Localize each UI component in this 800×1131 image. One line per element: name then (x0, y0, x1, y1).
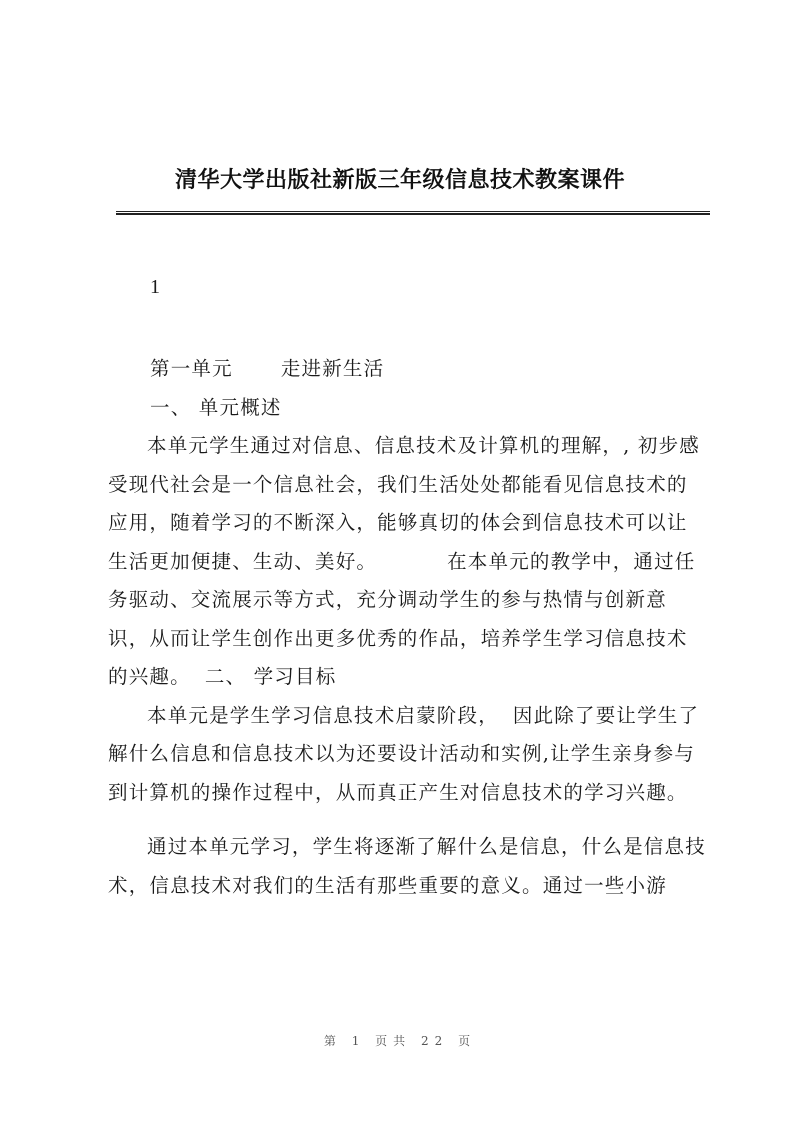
unit-heading (108, 350, 708, 389)
overview-paragraph (108, 427, 708, 697)
document-body (108, 350, 708, 905)
unit-label: 第一单元 (150, 357, 233, 380)
goals-heading: 二、 学习目标 (204, 665, 337, 688)
unit-name: 走进新生活 (280, 357, 385, 380)
section-number: 1 (150, 276, 160, 298)
title-divider (116, 211, 710, 215)
overview-heading: 一、 单元概述 (150, 395, 282, 419)
page-footer: 第 1 页共 22 页 (323, 1034, 477, 1048)
overview-text-part1: 本单元学生通过对信息、信息技术及计算机的理解，, 初步感受现代社会是一个信息社会，我们生活处处都能看见信息技术的应用，随着学习的不断深入，能够真切的体会到信息技术可以让生活更加便捷、生动、美好。 (108, 434, 700, 573)
goals-paragraph (108, 697, 708, 813)
learning-paragraph: 通过本单元学习，学生将逐渐了解什么是信息，什么是信息技术，信息技术对我们的生活有那些重要的意义。通过一些小游 (108, 835, 706, 897)
overview-text-part2: 在本单元的教学中，通过任务驱动、交流展示等方式，充分调动学生的参与热情与创新意识，从而让学生创作出更多优秀的作品，培养学生学习信息技术的兴趣。 (108, 549, 696, 688)
goals-text-part1: 本单元是学生学习信息技术启蒙阶段， (147, 703, 499, 727)
document-title: 清华大学出版社新版三年级信息技术教案课件 (174, 168, 625, 193)
goals-text-part2: 因此除了要让学生了解什么信息和信息技术以为还要设计活动和实例,让学生亲身参与到计算机的操作过程中，从而真正产生对信息技术的学习兴趣。 (108, 703, 700, 804)
